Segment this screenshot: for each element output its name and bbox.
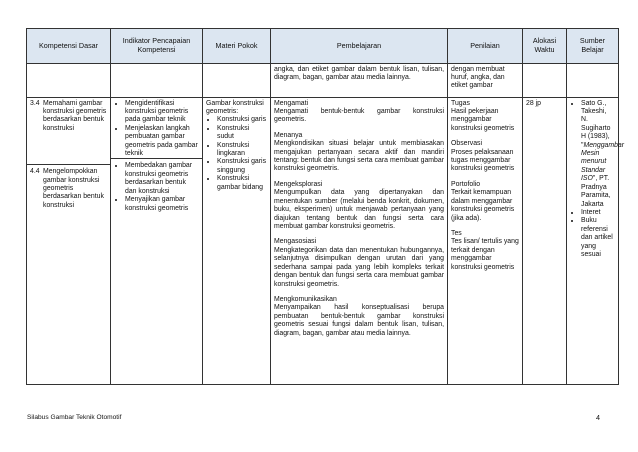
step-title: Mengkomunikasikan <box>274 295 337 303</box>
materi-list <box>206 116 267 192</box>
page-number: 4 <box>596 413 600 422</box>
materi-item: • Konstruksi garis <box>217 116 267 124</box>
sumber-cell <box>567 98 625 385</box>
pembelajaran-cell <box>271 98 448 385</box>
pembelajaran-step <box>274 238 444 289</box>
sumber-item: • Buku referensi dan artikel yang sesuai <box>581 217 615 259</box>
penilaian-body: Terkait kemampuan dalam menggambar konstruksi geometris (jika ada). <box>451 189 515 222</box>
kd-number: 4.4 <box>30 168 40 176</box>
materi-item: • Konstruksi lingkaran <box>217 142 267 159</box>
indikator-item: • Mengidentifikasi konstruksi geometris pada gambar teknik <box>125 100 199 125</box>
step-title: Mengeksplorasi <box>274 180 323 188</box>
indikator-cell <box>111 98 203 385</box>
indikator-list-a <box>114 100 199 159</box>
step-body: Mengkondisikan situasi belajar untuk membiasakan mengajukan pertanyaan secara aktif dan mandiri tentang: bentuk dan fungsi serta cara membuat gambar konstruksi geometris. <box>274 140 444 173</box>
penilaian-item <box>451 181 519 223</box>
step-body: Menyampaikan hasil konseptualisasi berupa pembuatan bentuk-bentuk gambar konstruksi geometris sesuai fungsi dalam bentuk lisan, tulisan, diagram, bagan, gambar atau media lainnya. <box>274 304 444 337</box>
pembelajaran-step <box>274 181 444 232</box>
kd-item <box>30 100 107 134</box>
penilaian-body: Proses pelaksanaan tugas menggambar konstruksi geometris <box>451 148 515 173</box>
kd-cell <box>27 98 111 385</box>
pembelajaran-step <box>274 100 444 125</box>
step-title: Mengamati <box>274 99 309 107</box>
penilaian-cell <box>448 98 523 385</box>
penilaian-item <box>451 230 519 272</box>
alokasi-cell: 28 jp <box>523 98 567 385</box>
step-title: Mengasosiasi <box>274 238 317 246</box>
header-penilaian: Penilaian <box>448 29 523 64</box>
step-body: Mengumpulkan data yang dipertanyakan dan menentukan sumber (melalui benda konkrit, dokumen, buku, eksperimen) untuk menjawab pertanyaan yang diajukan tentang bentuk dan fungsi serta cara membuat gambar konstruksi geometris. <box>274 189 444 230</box>
carryover-pembelajaran: angka, dan etiket gambar dalam bentuk lisan, tulisan, diagram, bagan, gambar atau media lainnya. <box>271 64 448 98</box>
step-body: Mengamati bentuk-bentuk gambar konstruksi geometris. <box>274 107 444 124</box>
materi-cell <box>203 98 271 385</box>
pembelajaran-step <box>274 296 444 338</box>
header-materi: Materi Pokok <box>203 29 271 64</box>
header-kd: Kompetensi Dasar <box>27 29 111 64</box>
kd-text: Mengelompokkan gambar konstruksi geometris berdasarkan bentuk konstruksi <box>43 168 104 209</box>
carryover-penilaian: dengan membuat huruf, angka, dan etiket gambar <box>448 64 523 98</box>
main-row <box>27 98 619 385</box>
penilaian-body: Tes lisan/ tertulis yang terkait dengan menggambar konstruksi geometris <box>451 238 519 271</box>
header-row <box>27 29 619 64</box>
sumber-item: • Interet <box>581 209 615 217</box>
penilaian-title: Observasi <box>451 140 483 148</box>
syllabus-table <box>26 28 625 385</box>
materi-item: • Konstruksi garis singgung <box>217 158 267 175</box>
penilaian-title: Tugas <box>451 99 470 107</box>
header-pembelajaran: Pembelajaran <box>271 29 448 64</box>
indikator-list-b <box>114 162 199 213</box>
indikator-item: • Menjelaskan langkah pembuatan gambar geometris pada gambar teknik <box>125 125 199 159</box>
indikator-item: • Menyajikan gambar konstruksi geometris <box>125 196 199 213</box>
kd-item <box>30 168 107 210</box>
materi-item: • Konstruksi gambar bidang <box>217 175 267 192</box>
materi-intro: Gambar konstruksi geometris: <box>206 99 264 115</box>
step-title: Menanya <box>274 131 303 139</box>
header-indikator: Indikator Pencapaian Kompetensi <box>111 29 203 64</box>
penilaian-title: Tes <box>451 229 462 237</box>
footer-title: Silabus Gambar Teknik Otomotif <box>27 414 122 421</box>
kd-text: Memahami gambar konstruksi geometris berdasarkan bentuk konstruksi <box>43 99 107 132</box>
pembelajaran-step <box>274 132 444 174</box>
header-sumber: Sumber Belajar <box>567 29 619 64</box>
kd-number: 3.4 <box>30 99 40 107</box>
penilaian-title: Portofolio <box>451 180 481 188</box>
penilaian-item <box>451 140 519 174</box>
sumber-list <box>570 99 625 260</box>
penilaian-item <box>451 100 519 134</box>
carryover-row <box>27 64 619 98</box>
step-body: Mengkategorikan data dan menentukan hubungannya, selanjutnya disimpulkan dengan urutan dari yang sederhana sampai pada yang lebih kompleks terkait dengan bentuk dan fungsi serta cara membuat gambar konstruksi geometris. <box>274 246 444 288</box>
penilaian-body: Hasil pekerjaan menggambar konstruksi geometris <box>451 107 515 132</box>
sumber-item: • Sato G., Takeshi, N. Sugiharto H (1983), "Menggambar Mesin menurut Standar ISO", PT. Pradnya Paramita, Jakarta <box>581 100 615 209</box>
header-alokasi: Alokasi Waktu <box>523 29 567 64</box>
indikator-item: • Membedakan gambar konstruksi geometris berdasarkan bentuk dan konstruksi <box>125 162 199 196</box>
materi-item: • Konstruksi sudut <box>217 125 267 142</box>
